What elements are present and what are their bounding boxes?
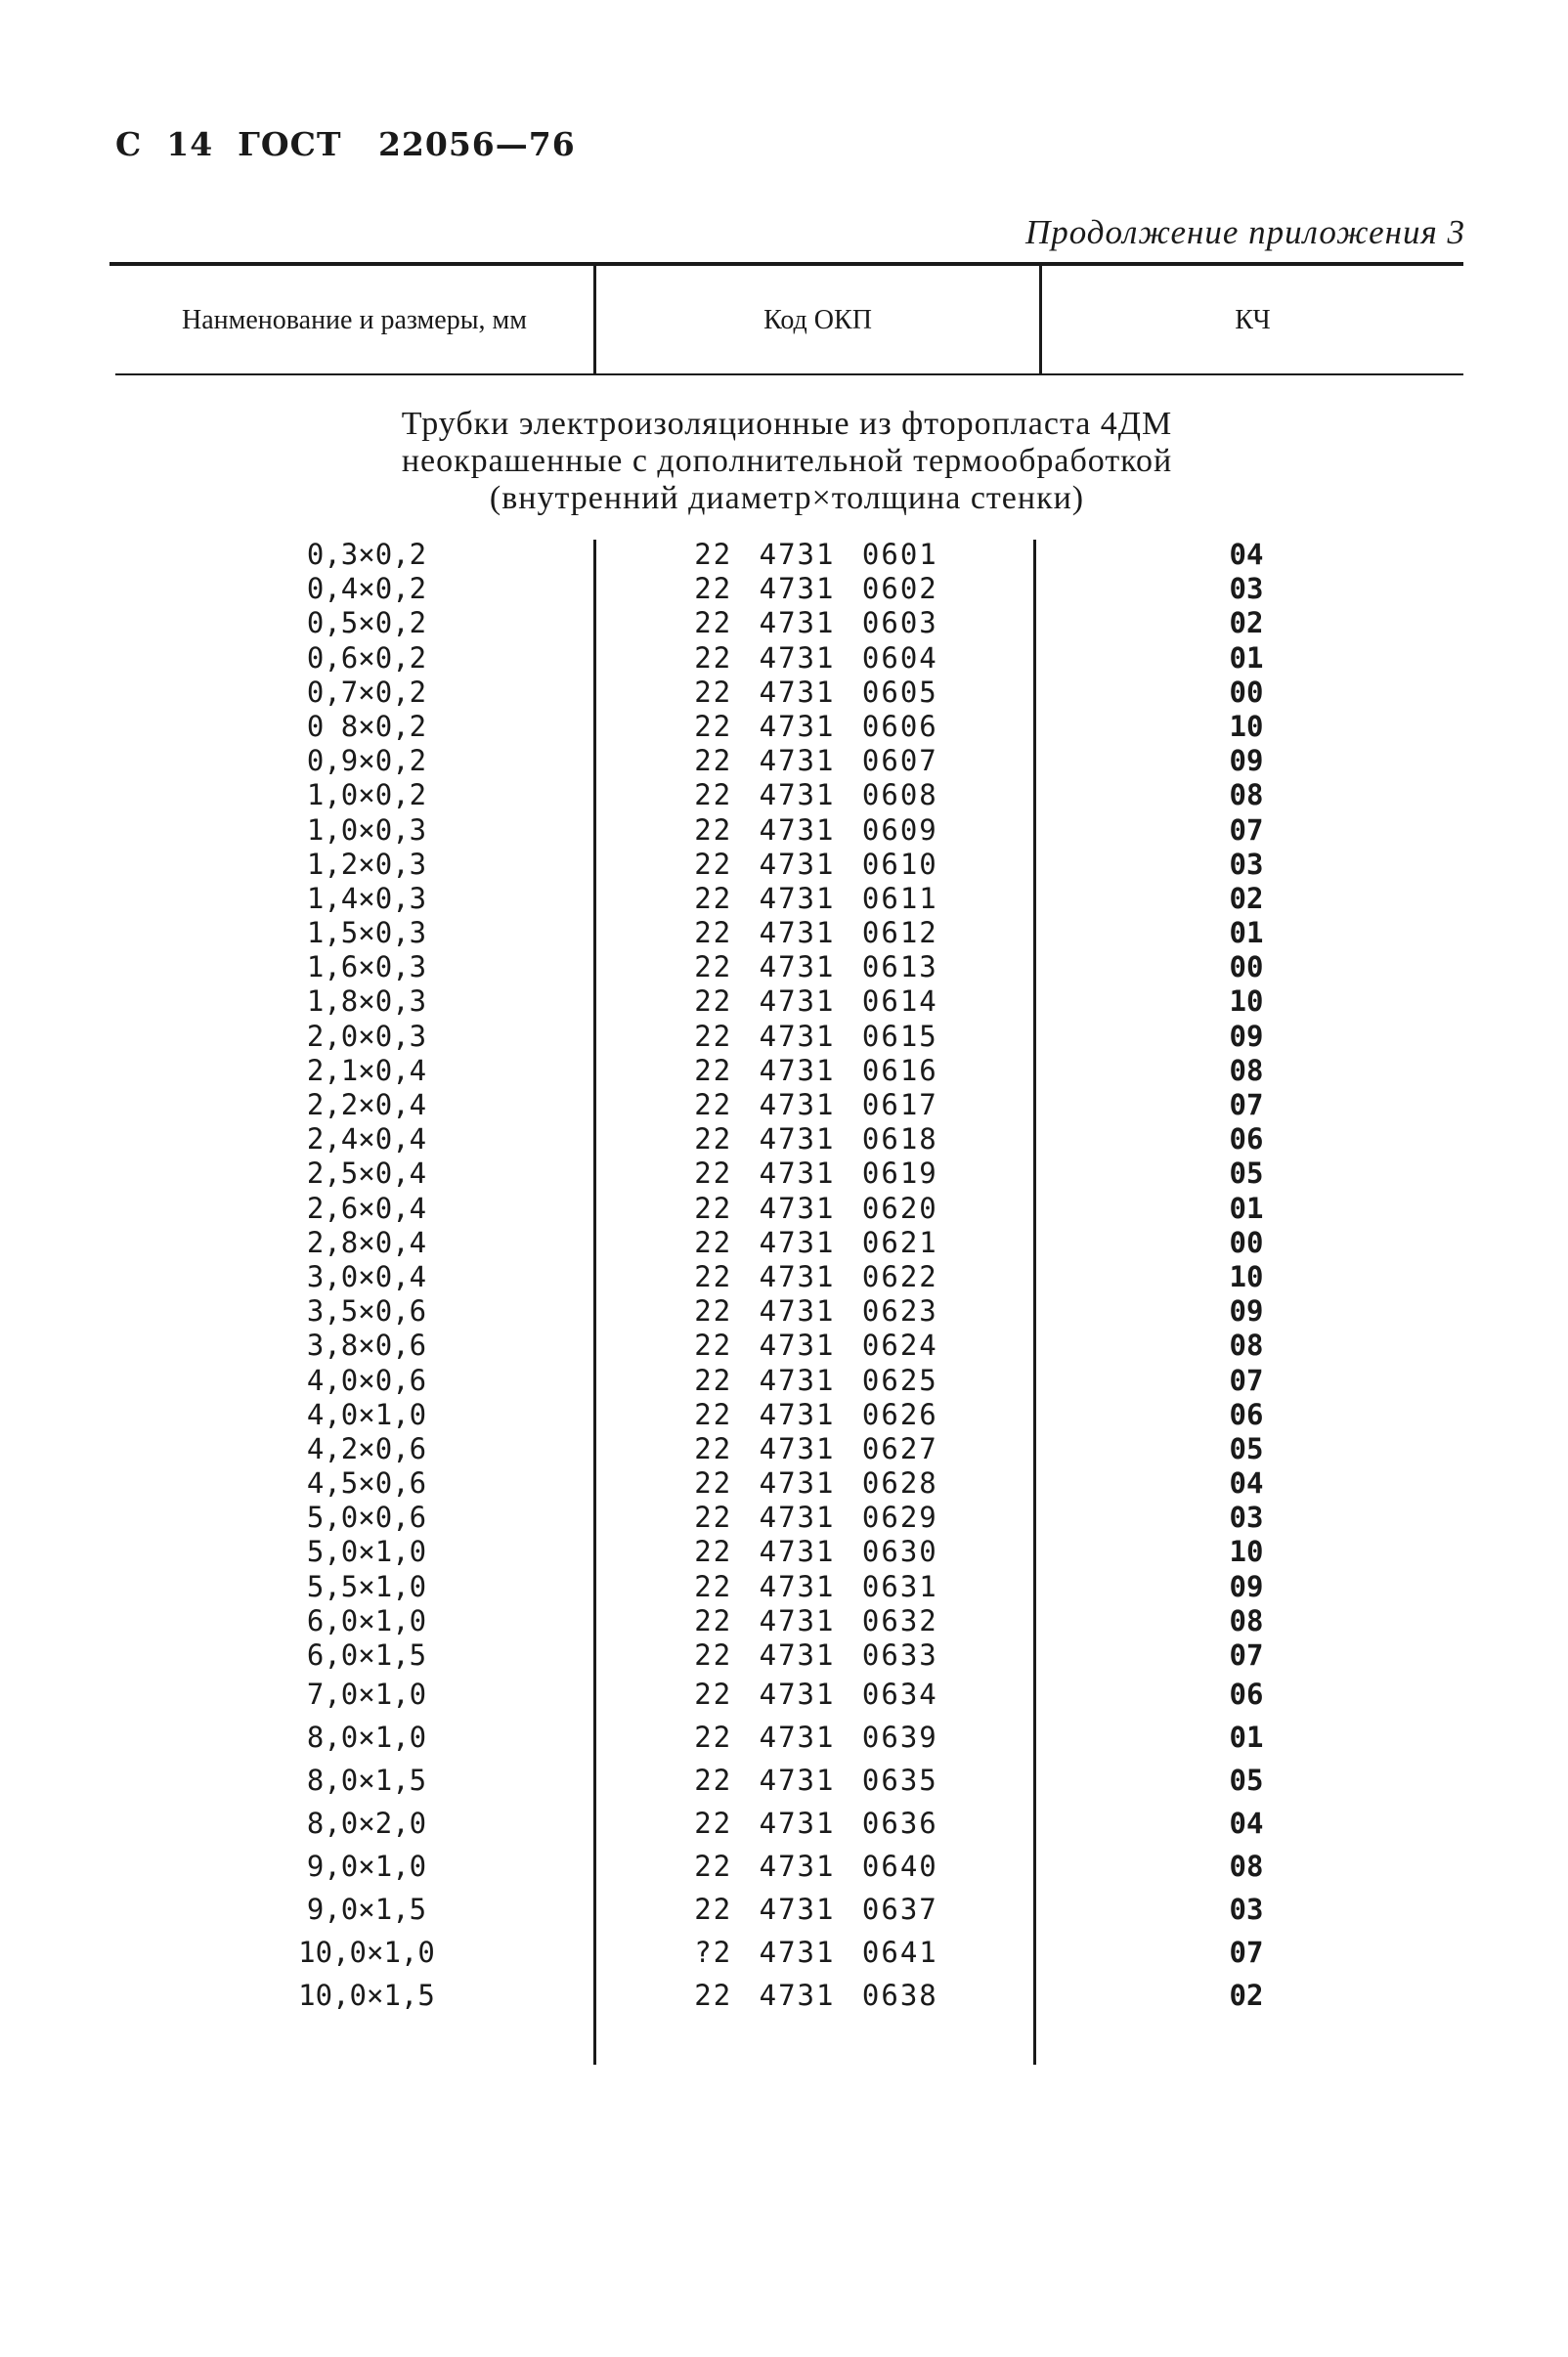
- row-kch: 05: [1229, 1764, 1264, 1798]
- table-row: [0, 1432, 1568, 1466]
- row-name: 1,4×0,3: [306, 881, 427, 915]
- row-name: 5,0×0,6: [306, 1501, 427, 1535]
- row-code: 22 4731 0623: [694, 1294, 938, 1329]
- row-kch: 02: [1229, 606, 1264, 640]
- table-row: [0, 813, 1568, 848]
- row-name: 0,3×0,2: [306, 538, 427, 571]
- table-row: [0, 1226, 1568, 1260]
- row-code: 22 4731 0613: [694, 950, 938, 984]
- table-row: [0, 1364, 1568, 1398]
- row-code: 22 4731 0619: [694, 1157, 938, 1191]
- row-kch: 03: [1229, 847, 1264, 881]
- row-code: 22 4731 0633: [694, 1638, 938, 1672]
- row-kch: 07: [1229, 1088, 1264, 1121]
- row-code: 22 4731 0635: [694, 1764, 938, 1798]
- row-code: 22 4731 0601: [694, 538, 938, 571]
- row-name: 6,0×1,5: [306, 1638, 427, 1672]
- row-code: 22 4731 0634: [694, 1678, 938, 1712]
- table-row: [0, 916, 1568, 950]
- row-code: 22 4731 0627: [694, 1431, 938, 1465]
- table-row: [0, 1294, 1568, 1329]
- table-row: [0, 1329, 1568, 1363]
- row-kch: 10: [1229, 1535, 1264, 1569]
- row-code: 22 4731 0610: [694, 847, 938, 881]
- table-header-rule: [115, 373, 1463, 375]
- row-code: 22 4731 0626: [694, 1397, 938, 1431]
- row-name: 1,8×0,3: [306, 984, 427, 1019]
- row-kch: 09: [1229, 1019, 1264, 1053]
- table-row: [0, 1974, 1568, 2017]
- row-kch: 08: [1229, 1603, 1264, 1637]
- row-code: 22 4731 0614: [694, 984, 938, 1019]
- row-code: 22 4731 0604: [694, 640, 938, 675]
- table-row: [0, 1638, 1568, 1673]
- table-row: [0, 1122, 1568, 1157]
- row-kch: 02: [1229, 881, 1264, 915]
- row-code: 22 4731 0632: [694, 1603, 938, 1637]
- row-kch: 00: [1229, 675, 1264, 709]
- row-name: 9,0×1,0: [306, 1850, 427, 1884]
- row-name: 10,0×1,5: [298, 1979, 435, 2013]
- row-name: 0,4×0,2: [306, 572, 427, 606]
- table-row: [0, 1845, 1568, 1888]
- table-row: [0, 641, 1568, 676]
- table-row: [0, 1466, 1568, 1501]
- row-code: 22 4731 0625: [694, 1363, 938, 1397]
- table-row: [0, 1501, 1568, 1535]
- row-kch: 05: [1229, 1157, 1264, 1191]
- section-title-line-3: (внутренний диаметр×толщина стенки): [489, 480, 1085, 516]
- row-kch: 08: [1229, 1329, 1264, 1363]
- row-code: 22 4731 0636: [694, 1807, 938, 1841]
- row-kch: 01: [1229, 640, 1264, 675]
- table-row: [0, 1716, 1568, 1759]
- table-row: [0, 1802, 1568, 1845]
- row-name: 4,2×0,6: [306, 1431, 427, 1465]
- table-body: [0, 538, 1568, 2017]
- row-code: 22 4731 0629: [694, 1501, 938, 1535]
- row-kch: 10: [1229, 984, 1264, 1019]
- row-code: 22 4731 0639: [694, 1721, 938, 1755]
- section-title-line-1: Трубки электроизоляционные из фторопласта 4ДМ: [401, 406, 1173, 442]
- row-kch: 03: [1229, 572, 1264, 606]
- row-kch: 04: [1229, 538, 1264, 571]
- section-title: [332, 406, 1241, 517]
- row-name: 1,0×0,3: [306, 812, 427, 847]
- row-name: 8,0×2,0: [306, 1807, 427, 1841]
- row-name: 7,0×1,0: [306, 1678, 427, 1712]
- row-kch: 01: [1229, 1721, 1264, 1755]
- row-code: 22 4731 0621: [694, 1225, 938, 1259]
- table-row: [0, 1398, 1568, 1432]
- row-code: 22 4731 0612: [694, 916, 938, 950]
- column-header-code: Код ОКΠ: [763, 305, 872, 335]
- row-name: 1,0×0,2: [306, 778, 427, 812]
- row-name: 2,2×0,4: [306, 1088, 427, 1121]
- row-code: 22 4731 0605: [694, 675, 938, 709]
- table-row: [0, 710, 1568, 744]
- row-code: 22 4731 0624: [694, 1329, 938, 1363]
- row-name: 4,0×0,6: [306, 1363, 427, 1397]
- row-name: 2,6×0,4: [306, 1191, 427, 1225]
- row-name: 5,5×1,0: [306, 1569, 427, 1603]
- row-name: 2,4×0,4: [306, 1122, 427, 1157]
- row-name: 3,5×0,6: [306, 1294, 427, 1329]
- row-code: 22 4731 0607: [694, 744, 938, 778]
- table-row: [0, 1931, 1568, 1974]
- row-name: 1,2×0,3: [306, 847, 427, 881]
- row-kch: 09: [1229, 744, 1264, 778]
- row-code: 22 4731 0618: [694, 1122, 938, 1157]
- table-row: [0, 1088, 1568, 1122]
- row-name: 9,0×1,5: [306, 1893, 427, 1927]
- row-code: 22 4731 0609: [694, 812, 938, 847]
- row-code: 22 4731 0638: [694, 1979, 938, 2013]
- row-kch: 09: [1229, 1294, 1264, 1329]
- row-kch: 06: [1229, 1397, 1264, 1431]
- row-code: 22 4731 0608: [694, 778, 938, 812]
- row-kch: 09: [1229, 1569, 1264, 1603]
- row-code: 22 4731 0606: [694, 709, 938, 743]
- row-name: 1,5×0,3: [306, 916, 427, 950]
- row-name: 0,6×0,2: [306, 640, 427, 675]
- row-name: 10,0×1,0: [298, 1936, 435, 1970]
- row-code: 22 4731 0616: [694, 1053, 938, 1087]
- row-kch: 01: [1229, 916, 1264, 950]
- row-code: 22 4731 0640: [694, 1850, 938, 1884]
- row-code: 22 4731 0637: [694, 1893, 938, 1927]
- section-title-line-2: неокрашенные с дополнительной термообработкой: [401, 443, 1173, 479]
- table-row: [0, 882, 1568, 916]
- row-kch: 08: [1229, 1053, 1264, 1087]
- row-kch: 10: [1229, 1259, 1264, 1293]
- table-row: [0, 1759, 1568, 1802]
- table-top-rule: [109, 262, 1463, 266]
- table-row: [0, 1157, 1568, 1191]
- row-kch: 02: [1229, 1979, 1264, 2013]
- row-name: 0 8×0,2: [306, 709, 427, 743]
- table-row: [0, 744, 1568, 778]
- row-code: 22 4731 0617: [694, 1088, 938, 1121]
- table-row: [0, 778, 1568, 812]
- table-row: [0, 1888, 1568, 1931]
- row-kch: 06: [1229, 1678, 1264, 1712]
- row-name: 0,5×0,2: [306, 606, 427, 640]
- row-kch: 08: [1229, 778, 1264, 812]
- row-kch: 04: [1229, 1466, 1264, 1501]
- row-name: 3,8×0,6: [306, 1329, 427, 1363]
- column-header-kch: КЧ: [1235, 305, 1271, 335]
- column-header-name: Нанменование и размеры, мм: [182, 305, 527, 335]
- page-reference: С 14 ГОСТ 22056—76: [115, 125, 576, 163]
- row-code: 22 4731 0631: [694, 1569, 938, 1603]
- table-row: [0, 572, 1568, 606]
- row-kch: 07: [1229, 1936, 1264, 1970]
- row-name: 8,0×1,0: [306, 1721, 427, 1755]
- table-row: [0, 1192, 1568, 1226]
- row-name: 0,7×0,2: [306, 675, 427, 709]
- row-kch: 07: [1229, 812, 1264, 847]
- row-name: 4,0×1,0: [306, 1397, 427, 1431]
- row-name: 2,5×0,4: [306, 1157, 427, 1191]
- row-code: 22 4731 0622: [694, 1259, 938, 1293]
- row-code: ?2 4731 0641: [694, 1936, 938, 1970]
- row-name: 6,0×1,0: [306, 1603, 427, 1637]
- row-name: 8,0×1,5: [306, 1764, 427, 1798]
- row-name: 3,0×0,4: [306, 1259, 427, 1293]
- row-name: 2,1×0,4: [306, 1053, 427, 1087]
- table-row: [0, 1604, 1568, 1638]
- table-row: [0, 538, 1568, 572]
- table-row: [0, 1570, 1568, 1604]
- table-row: [0, 848, 1568, 882]
- row-kch: 03: [1229, 1501, 1264, 1535]
- row-kch: 00: [1229, 950, 1264, 984]
- row-kch: 10: [1229, 709, 1264, 743]
- row-code: 22 4731 0615: [694, 1019, 938, 1053]
- row-kch: 03: [1229, 1893, 1264, 1927]
- row-name: 0,9×0,2: [306, 744, 427, 778]
- table-row: [0, 1260, 1568, 1294]
- row-name: 2,8×0,4: [306, 1225, 427, 1259]
- table-row: [0, 1020, 1568, 1054]
- row-kch: 04: [1229, 1807, 1264, 1841]
- row-name: 4,5×0,6: [306, 1466, 427, 1501]
- row-kch: 08: [1229, 1850, 1264, 1884]
- table-row: [0, 676, 1568, 710]
- row-kch: 07: [1229, 1363, 1264, 1397]
- row-code: 22 4731 0602: [694, 572, 938, 606]
- row-kch: 07: [1229, 1638, 1264, 1672]
- continuation-note: Продолжение приложения 3: [1024, 213, 1465, 251]
- row-kch: 05: [1229, 1431, 1264, 1465]
- table-row: [0, 984, 1568, 1019]
- table-row: [0, 1054, 1568, 1088]
- table-row: [0, 606, 1568, 640]
- row-name: 1,6×0,3: [306, 950, 427, 984]
- row-code: 22 4731 0628: [694, 1466, 938, 1501]
- row-code: 22 4731 0603: [694, 606, 938, 640]
- row-name: 5,0×1,0: [306, 1535, 427, 1569]
- row-code: 22 4731 0630: [694, 1535, 938, 1569]
- row-name: 2,0×0,3: [306, 1019, 427, 1053]
- table-row: [0, 1535, 1568, 1569]
- row-kch: 00: [1229, 1225, 1264, 1259]
- row-kch: 06: [1229, 1122, 1264, 1157]
- row-kch: 01: [1229, 1191, 1264, 1225]
- row-code: 22 4731 0620: [694, 1191, 938, 1225]
- table-row: [0, 950, 1568, 984]
- table-row: [0, 1673, 1568, 1716]
- row-code: 22 4731 0611: [694, 881, 938, 915]
